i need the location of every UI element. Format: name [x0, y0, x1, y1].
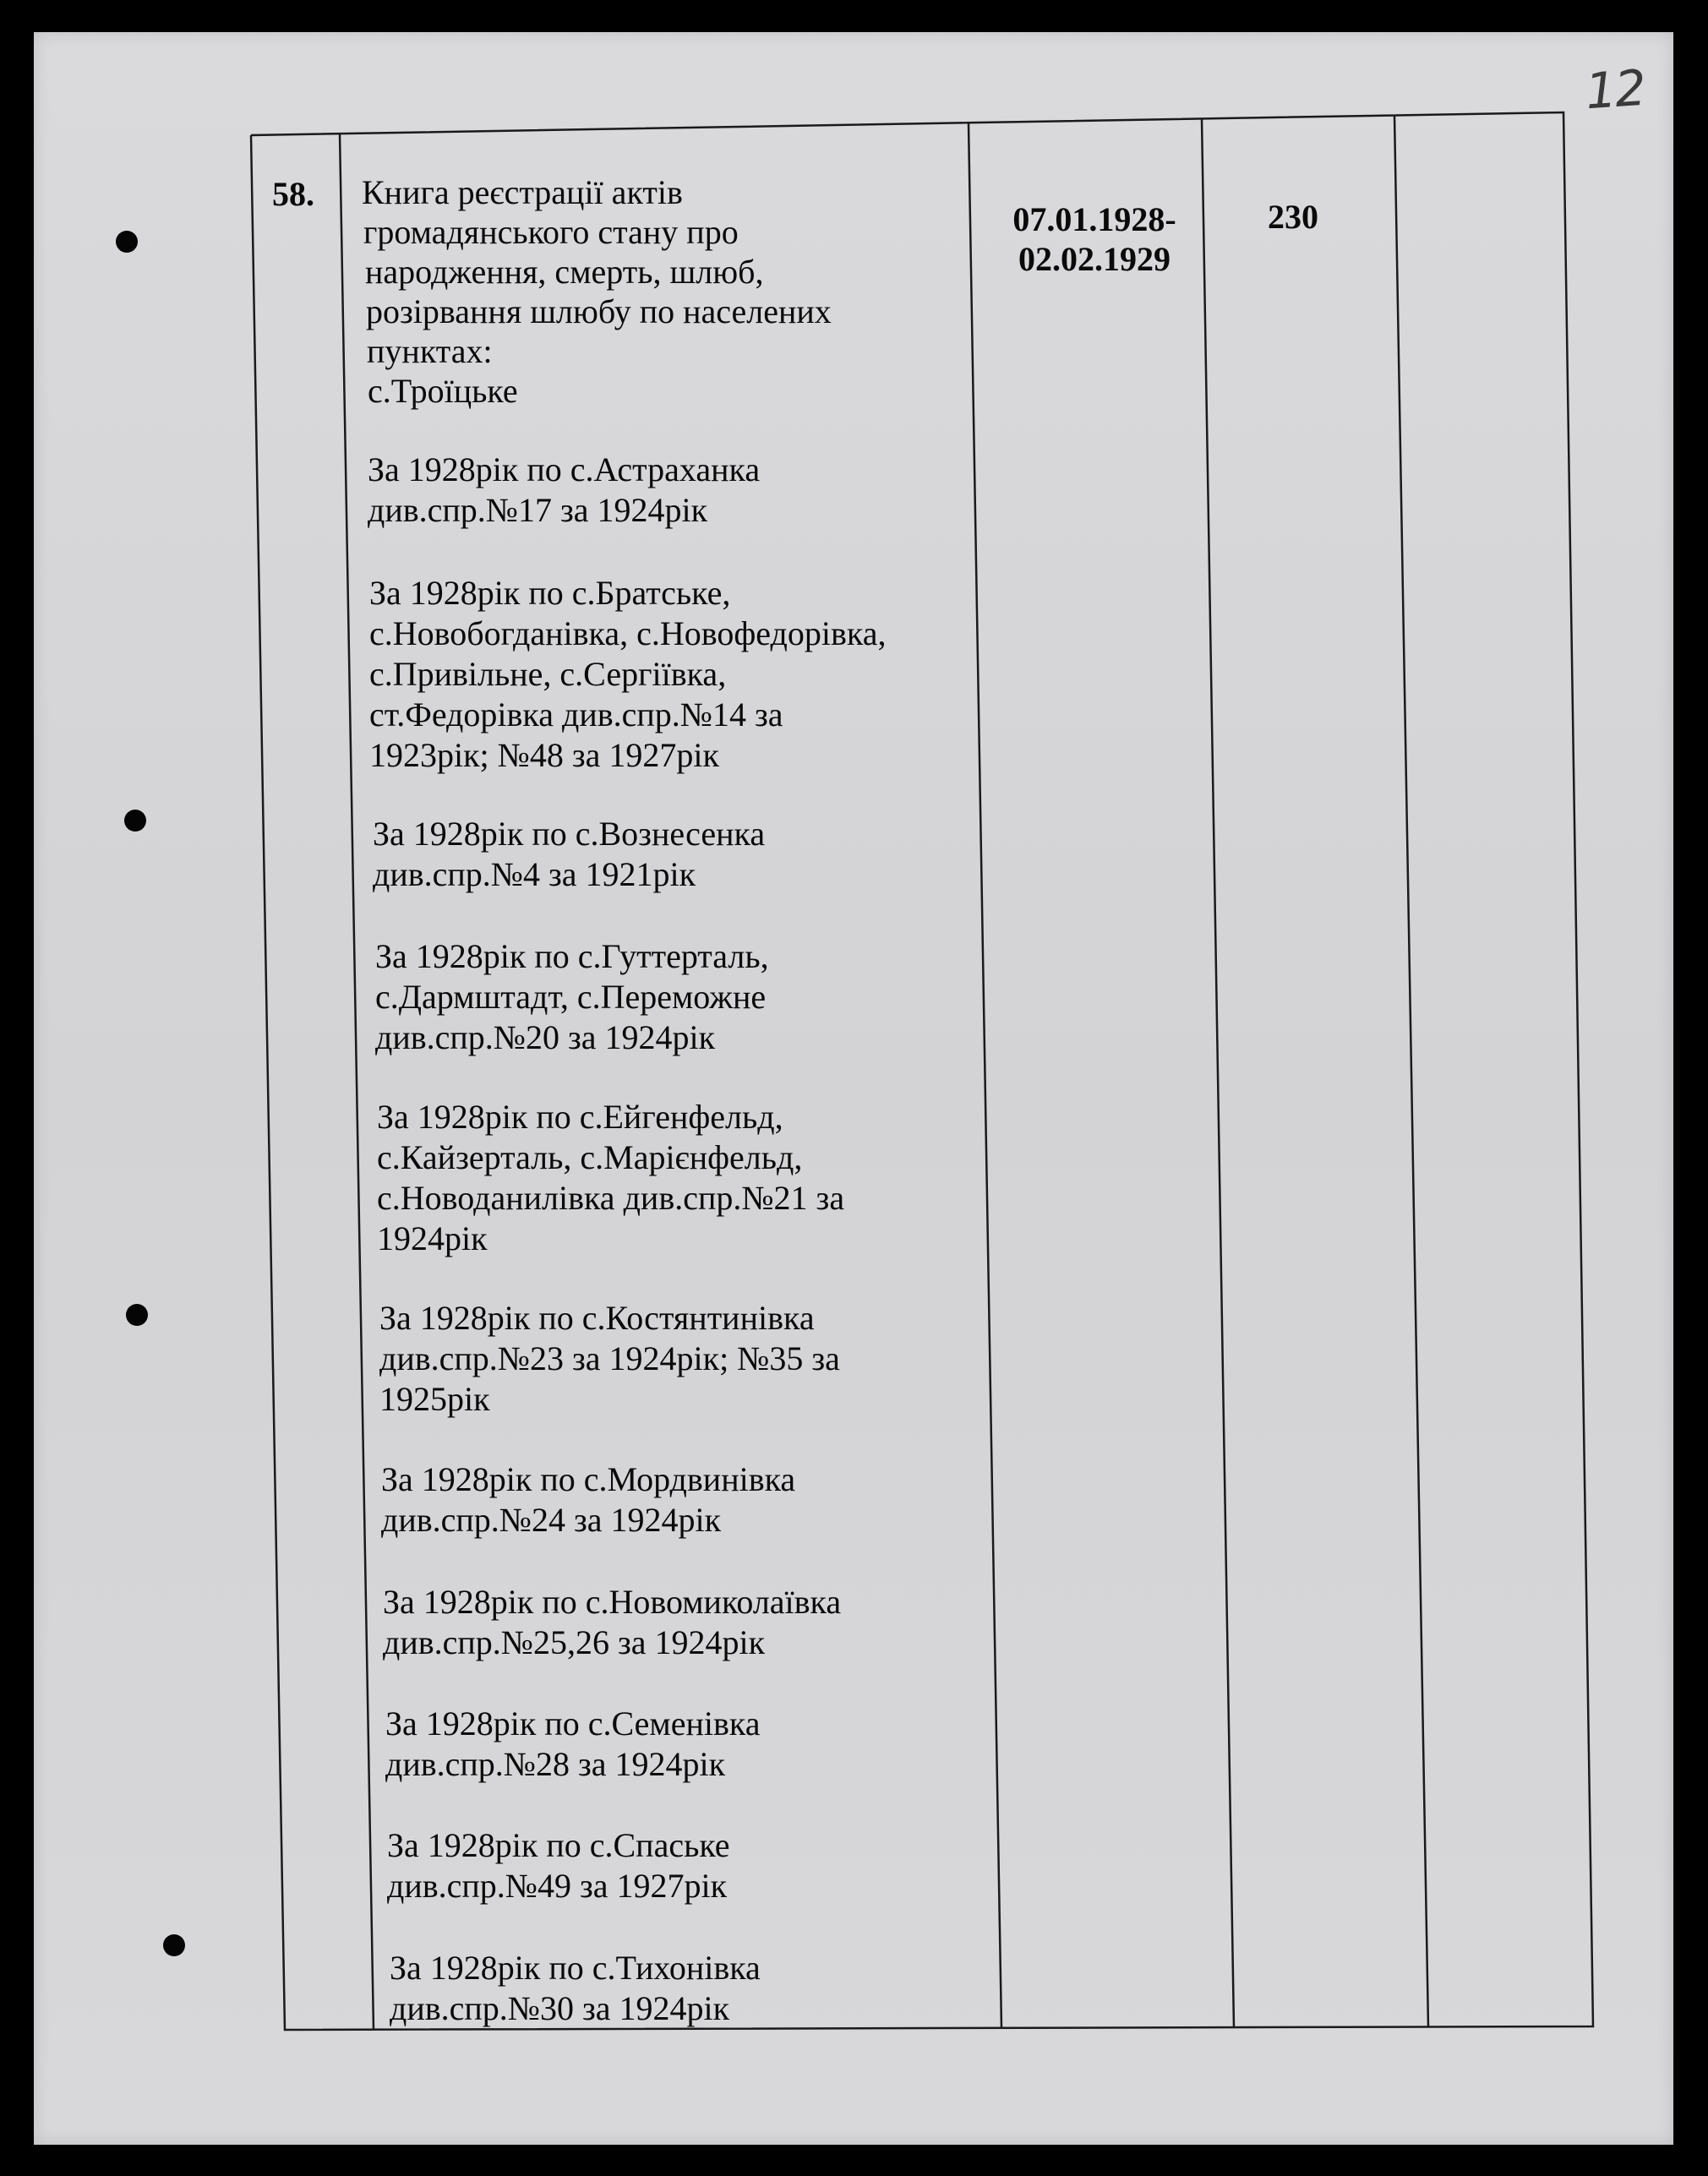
entry-line: За 1928рік по с.Мордвинівка	[381, 1460, 796, 1498]
title-line: народження, смерть, шлюб,	[365, 253, 764, 291]
entry-line: с.Новобогданівка, с.Новофедорівка,	[369, 614, 887, 652]
entry-line: с.Привільне, с.Сергіївка,	[369, 655, 727, 693]
entry-line: За 1928рік по с.Тихонівка	[390, 1949, 761, 1987]
row-number: 58.	[272, 175, 314, 213]
entry-line: с.Дармштадт, с.Переможне	[375, 978, 767, 1016]
record-title	[362, 172, 970, 411]
entry-line: див.спр.№25,26 за 1924рік	[383, 1623, 766, 1661]
entry-mordvynivka	[381, 1459, 990, 1541]
entry-line: див.спр.№28 за 1924рік	[385, 1745, 726, 1783]
entry-line: За 1928рік по с.Костянтинівка	[379, 1299, 815, 1337]
sheet-number: 12	[1583, 58, 1647, 121]
entry-line: с.Кайзерталь, с.Марієнфельд,	[377, 1138, 803, 1176]
entry-line: За 1928рік по с.Вознесенка	[373, 815, 766, 853]
entry-line: ст.Федорівка див.спр.№14 за	[369, 695, 783, 734]
entry-line: За 1928рік по с.Братське,	[369, 574, 731, 612]
entry-line: За 1928рік по с.Спаське	[387, 1826, 730, 1864]
entry-astrakhanka	[368, 450, 976, 531]
entry-line: За 1928рік по с.Ейгенфельд,	[377, 1098, 783, 1136]
entry-line: За 1928рік по с.Астраханка	[368, 450, 761, 488]
binder-hole-1	[116, 231, 138, 253]
entry-line: див.спр.№4 за 1921рік	[373, 855, 696, 893]
date-start: 07.01.1928-	[1012, 200, 1176, 238]
entry-voznesenka	[373, 814, 981, 895]
entry-gutterthal	[375, 936, 984, 1058]
title-line: Книга реєстрації актів	[362, 173, 683, 211]
entry-line: див.спр.№17 за 1924рік	[368, 491, 708, 529]
entry-line: див.спр.№23 за 1924рік; №35 за	[379, 1339, 840, 1377]
sheet-count: 230	[1268, 198, 1318, 236]
title-line: с.Троїцьке	[368, 372, 518, 410]
entry-semenivka	[385, 1704, 994, 1785]
entry-line: За 1928рік по с.Гуттерталь,	[375, 937, 769, 975]
binder-hole-4	[163, 1934, 185, 1956]
entry-bratske	[369, 573, 978, 776]
binder-hole-3	[126, 1304, 148, 1326]
title-line: пунктах:	[367, 332, 493, 370]
entry-line: с.Новоданилівка див.спр.№21 за	[377, 1179, 845, 1217]
entry-line: 1925рік	[379, 1380, 490, 1418]
entry-line: див.спр.№20 за 1924рік	[375, 1018, 716, 1056]
date-range	[993, 199, 1196, 279]
entry-eigenfeld	[377, 1097, 985, 1259]
title-line: розірвання шлюбу по населених	[366, 292, 832, 330]
entry-line: 1923рік; №48 за 1927рік	[369, 736, 719, 774]
entry-line: див.спр.№24 за 1924рік	[381, 1501, 722, 1539]
entry-line: див.спр.№49 за 1927рік	[387, 1867, 728, 1905]
entry-kostiantynivka	[379, 1298, 988, 1420]
title-line: громадянського стану про	[363, 213, 739, 251]
entry-novomykolaivka	[383, 1582, 991, 1663]
entry-line: 1924рік	[377, 1219, 488, 1257]
date-end: 02.02.1929	[1018, 240, 1170, 278]
entry-tykhonivka	[390, 1948, 998, 2029]
entry-line: див.спр.№30 за 1924рік	[390, 1989, 730, 2027]
entry-line: За 1928рік по с.Новомиколаївка	[383, 1583, 842, 1621]
binder-hole-2	[124, 810, 146, 832]
entry-spaske	[387, 1825, 996, 1906]
entry-line: За 1928рік по с.Семенівка	[385, 1704, 761, 1742]
